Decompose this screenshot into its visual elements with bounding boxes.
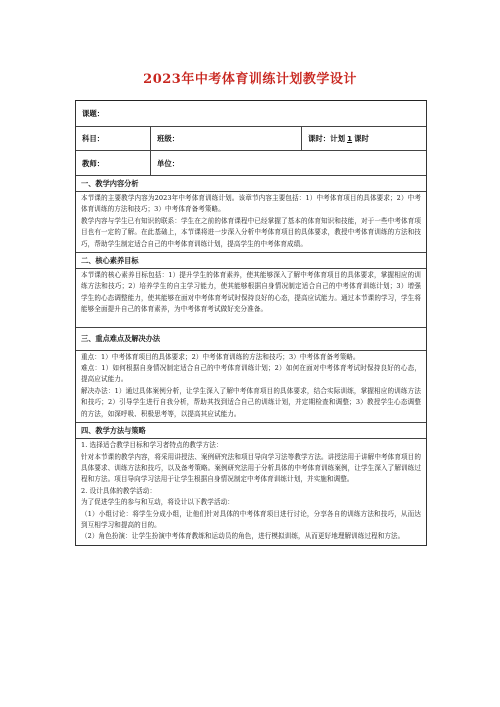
period-cell xyxy=(302,127,426,150)
paragraph: 本节课的主要教学内容为2023年中考体育训练计划。该章节内容主要包括：1）中考体育项目的具体要求；2）中考体育训练的方法和技巧；3）中考体育备考策略。 xyxy=(81,194,421,214)
paragraph: 难点：1）如何根据自身情况制定适合自己的中考体育训练计划；2）如何在面对中考体育考试时保持良好的心态，提高应试能力。 xyxy=(81,364,421,384)
teacher-cell xyxy=(76,151,151,175)
period-value: 1 xyxy=(346,134,353,143)
section-heading: 一、教学内容分析 xyxy=(76,176,426,192)
unit-label: 单位： xyxy=(157,158,180,168)
paragraph: 为了促进学生的参与和互动，将设计以下教学活动： xyxy=(81,498,234,507)
class-cell xyxy=(151,127,302,150)
paragraph: 重点：1）中考体育项目的具体要求；2）中考体育训练的方法和技巧；3）中考体育备考策略。 xyxy=(81,352,360,361)
subject-row xyxy=(76,127,426,151)
unit-cell xyxy=(151,151,426,175)
paragraph: 1. 选择适合教学目标和学习者特点的教学方法： xyxy=(81,441,223,450)
section-body xyxy=(76,192,426,252)
teacher-row xyxy=(76,151,426,176)
section-body xyxy=(76,439,426,545)
topic-label: 课题： xyxy=(82,109,105,118)
subject-label: 科目： xyxy=(82,134,105,143)
paragraph: （2）角色扮演：让学生扮演中考体育教练和运动员的角色，进行模拟训练，从而更好地理解训练过程和方法。 xyxy=(81,532,405,541)
section-body xyxy=(76,351,426,422)
paragraph: （1）小组讨论：将学生分成小组，让他们针对具体的中考体育项目进行讨论，分享各自的训练方法和技巧，从而达到互相学习和提高的目的。 xyxy=(81,509,421,529)
paragraph: 针对本节课的教学内容，将采用讲授法、案例研究法和项目导向学习法等教学方法。讲授法用于讲解中考体育项目的具体要求、训练方法和技巧，以及备考策略。案例研究法用于分析具体的中考体育训练案例，让学生深入了解训练过程和方法。项目导向学习法用于让学生根据自身情况制定中考体育训练计划，并实施和调整。 xyxy=(81,452,421,484)
paragraph: 本节课的核心素养目标包括：1）提升学生的体育素养，使其能够深入了解中考体育项目的具体要求，掌握相应的训练方法和技巧；2）培养学生的自主学习能力，使其能够根据自身情况制定适合自己的中考体育训练计划；3）增强学生的心态调整能力，使其能够在面对中考体育考试时保持良好的心态，提高应试能力。通过本节课的学习，学生将能够全面提升自己的体育素养，为中考体育考试做好充分准备。 xyxy=(81,271,421,314)
lesson-plan-table xyxy=(75,100,427,546)
class-label: 班级： xyxy=(157,134,180,143)
document-title: 2023年中考体育训练计划教学设计 xyxy=(143,72,357,87)
teacher-label: 教师： xyxy=(82,158,105,168)
paragraph: 教学内容与学生已有知识的联系：学生在之前的体育课程中已经掌握了基本的体育知识和技能，对于一些中考体育项目也有一定的了解。在此基础上，本节课将进一步深入分析中考体育项目的具体要求，教授中考体育训练的方法和技巧，帮助学生制定适合自己的中考体育训练计划，提高学生的中考体育成绩。 xyxy=(81,216,421,248)
section-content-analysis xyxy=(76,176,426,253)
period-label-suffix: 课时 xyxy=(354,134,369,143)
period-label-prefix: 课时：计划 xyxy=(308,134,345,143)
paragraph: 2. 设计具体的教学活动： xyxy=(81,486,157,495)
section-key-points xyxy=(76,328,426,423)
section-methods xyxy=(76,423,426,545)
topic-row xyxy=(76,101,426,127)
section-core-goals xyxy=(76,253,426,328)
section-heading: 二、核心素养目标 xyxy=(76,253,426,269)
section-heading: 四、教学方法与策略 xyxy=(76,423,426,439)
subject-cell xyxy=(76,127,151,150)
section-body xyxy=(76,269,426,327)
paragraph: 解决办法：1）通过具体案例分析，让学生深入了解中考体育项目的具体要求，结合实际训练，掌握相应的训练方法和技巧；2）引导学生进行自我分析，帮助其找到适合自己的训练计划，并定期检查和调整；3）教授学生心态调整的方法，如深呼吸、积极思考等，以提高其应试能力。 xyxy=(81,386,421,418)
section-heading: 三、重点难点及解决办法 xyxy=(76,328,426,351)
